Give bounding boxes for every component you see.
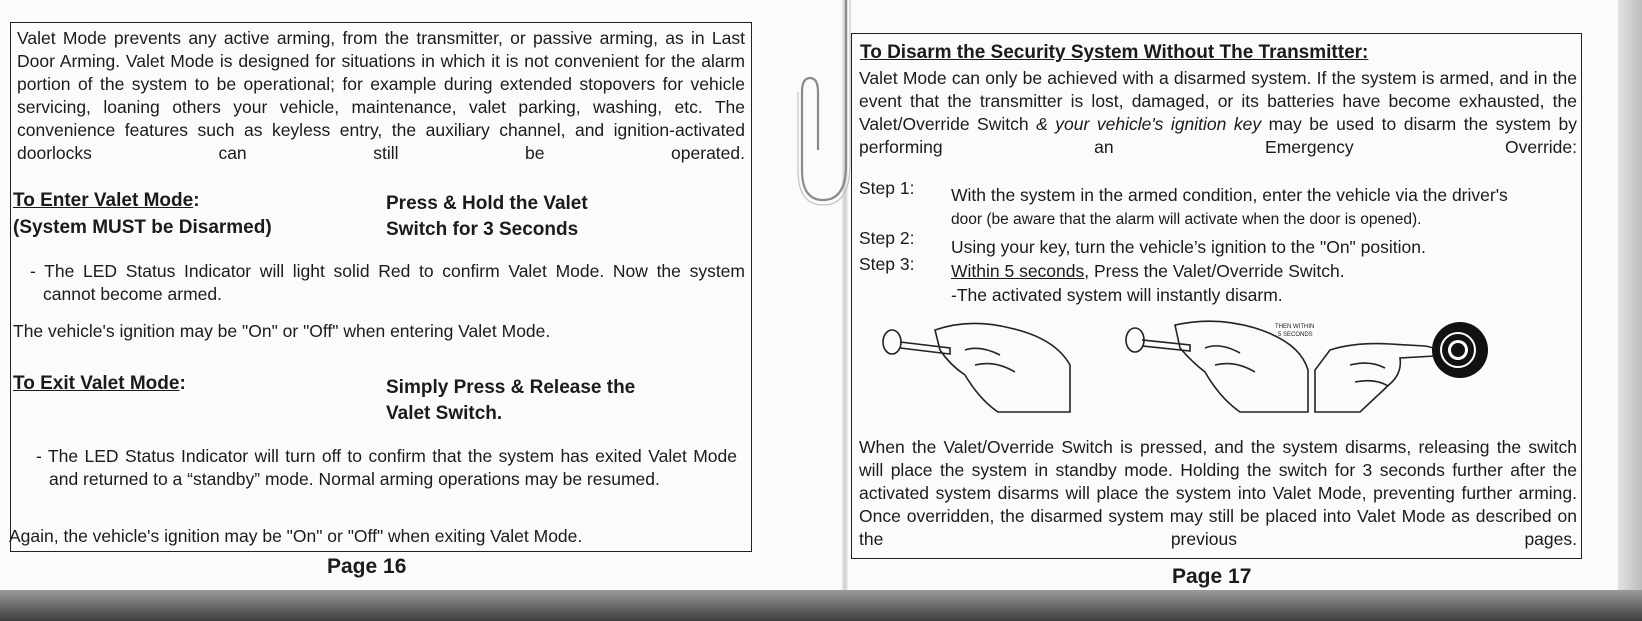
disarm-heading: To Disarm the Security System Without The Transmitter: [860,42,1369,63]
disarm-closing: When the Valet/Override Switch is pressed, and the system disarms, releasing the switch will place the system in standby mode. Holding the switch for 3 seconds further after the activated system disarms will place the system into Valet Mode, preventing further arming. Once overridden, the disarmed system may still be placed into Valet Mode as described on the previous pages. [859,437,1577,549]
page-edge [1618,0,1642,600]
svg-text:THEN WITHIN: THEN WITHIN [1275,324,1315,330]
step-3-note: -The activated system will instantly disarm. [951,285,1283,305]
step-2-label: Step 2: [859,228,915,248]
key-turn-icon [883,323,1070,412]
step-1-note: door (be aware that the alarm will activate when the door is opened). [951,211,1422,228]
scanner-edge [0,590,1642,621]
step-3-label: Step 3: [859,254,915,274]
then-within-caption [1275,324,1314,338]
enter-valet-subheading: (System MUST be Disarmed) [13,217,272,238]
step-1-label: Step 1: [859,178,915,198]
step-1-text: With the system in the armed condition, enter the vehicle via the driver's [951,185,1508,205]
exit-ignition-note: Again, the vehicle's ignition may be "On" or "Off" when exiting Valet Mode. [9,526,583,546]
enter-valet-heading: To Enter Valet Mode: [13,190,200,211]
step-2-text: Using your key, turn the vehicle’s ignition to the "On" position. [951,237,1426,257]
exit-action-line1: Simply Press & Release the [386,377,636,398]
paper-clip-icon [796,0,856,210]
svg-text:5 SECONDS: 5 SECONDS [1278,332,1313,338]
exit-led-note: - The LED Status Indicator will turn off to confirm that the system has exited Valet Mode and returned to a “standby” mode. Normal arming operations may be resumed. [36,446,737,489]
enter-action-line2: Switch for 3 Seconds [386,219,579,240]
disarm-intro: Valet Mode can only be achieved with a disarmed system. If the system is armed, and in the event that the transmitter is lost, damaged, or its batteries have become exhausted, the Valet/Override Switch & your vehicle's ignition key may be used to disarm the system by performing an Emergency Override: [859,68,1577,157]
enter-led-note: - The LED Status Indicator will light solid Red to confirm Valet Mode. Now the system cannot become armed. [30,261,745,304]
step-3-text: Within 5 seconds, Press the Valet/Override Switch. [951,261,1345,281]
press-switch-icon [1315,344,1436,412]
exit-action-line2: Valet Switch. [386,403,503,424]
override-illustration [880,320,1550,420]
page-number-17: Page 17 [1172,565,1252,588]
enter-action-line1: Press & Hold the Valet [386,193,588,214]
exit-valet-heading: To Exit Valet Mode: [13,373,186,394]
page-number-16: Page 16 [327,555,407,578]
enter-ignition-note: The vehicle's ignition may be "On" or "Off" when entering Valet Mode. [13,321,551,341]
valet-mode-intro: Valet Mode prevents any active arming, from the transmitter, or passive arming, as in Last Door Arming. Valet Mode is designed for situations in which it is not convenient for the alarm portion of the system to be operational; for example during extended stopovers for vehicle servicing, loaning others your vehicle, maintenance, valet parking, washing, etc. The convenience features such as keyless entry, the auxiliary channel, and ignition-activated doorlocks can still be operated. [17,28,745,163]
